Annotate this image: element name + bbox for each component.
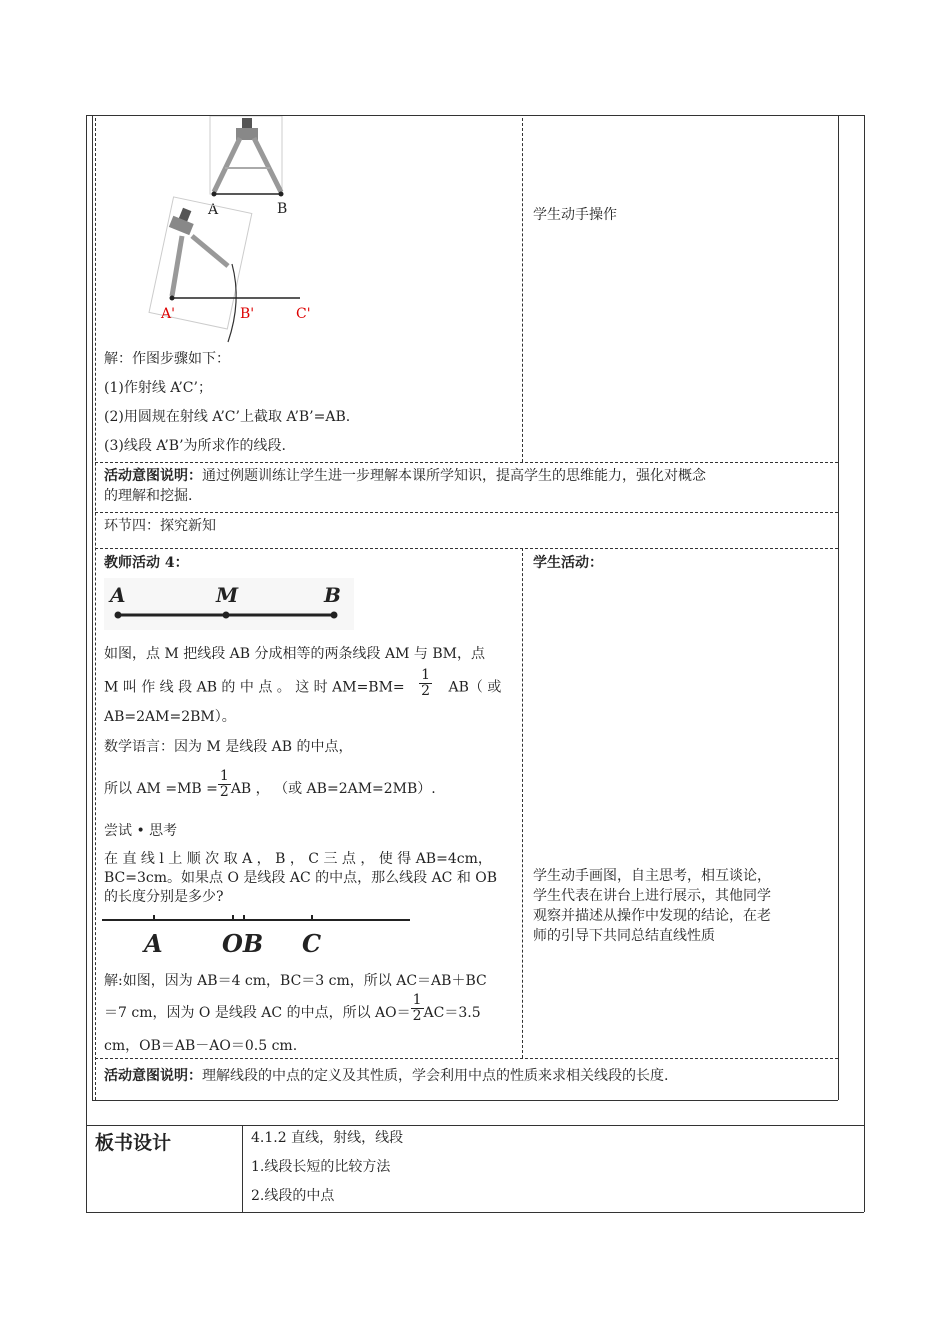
label-line-c: C (302, 929, 322, 958)
fraction-denominator-3: 2 (412, 1007, 422, 1024)
inner-right-border (838, 115, 839, 1100)
board-design-label: 板书设计 (95, 1132, 172, 1154)
row-divider-1 (95, 462, 838, 463)
compass-1-leg-right (254, 138, 281, 192)
try-think-title: 尝试 • 思考 (104, 823, 178, 839)
column-divider-top (522, 118, 523, 462)
intent-text-2: 理解线段的中点的定义及其性质，学会利用中点的性质来求相关线段的长度. (202, 1068, 669, 1084)
label-b-prime: B' (240, 306, 255, 322)
fraction-numerator: 1 (421, 667, 431, 683)
try-think-line-2: BC=3cm。如果点 O 是线段 AC 的中点，那么线段 AC 和 OB (104, 870, 498, 886)
midpoint-def-line-2a: M 叫 作 线 段 AB 的 中 点 。 这 时 AM=BM= (104, 679, 405, 696)
try-solution-line-2b: AC＝3.5 (423, 1005, 481, 1021)
row-divider-3 (95, 548, 838, 549)
dot-b (331, 612, 338, 619)
label-seg-b: B (324, 583, 341, 607)
outer-left-border (86, 115, 87, 1212)
outer-right-border (864, 115, 865, 1212)
compass-2-leg-left (172, 236, 182, 296)
board-divider (242, 1125, 243, 1212)
fraction-denominator-2: 2 (219, 783, 229, 800)
section-four-title: 环节四：探究新知 (104, 518, 216, 534)
student-activity-heading: 学生活动： (533, 555, 603, 571)
student-text-line-3: 观察并描述从操作中发现的结论，在老 (533, 908, 771, 924)
label-seg-a: A (110, 583, 126, 607)
label-line-a: A (144, 929, 163, 958)
try-solution-line-2a: ＝7 cm，因为 O 是线段 AC 的中点，所以 AO＝ (104, 1005, 411, 1021)
label-line-ob: OB (222, 929, 264, 958)
math-language-line-2b: AB ， （或 AB=2AM=2MB）. (230, 781, 436, 797)
label-a: A (208, 202, 219, 218)
point-b (279, 192, 284, 197)
fraction-numerator-3: 1 (412, 991, 422, 1008)
dot-a (115, 612, 122, 619)
student-text-line-1: 学生动手画图，自主思考，相互谈论， (533, 868, 771, 884)
solution-line-4: (3)线段 A’B’为所求作的线段. (104, 438, 286, 454)
try-solution-line-3: cm，OB＝AB－AO＝0.5 cm. (104, 1038, 298, 1054)
label-b: B (277, 201, 288, 217)
compass-construction-figure (100, 116, 330, 346)
compass-1-leg-left (214, 138, 240, 192)
math-language-line-2a: 所以 AM =MB = (104, 781, 218, 797)
board-bottom-border (86, 1212, 864, 1213)
inner-left-dashed (95, 118, 96, 1100)
board-line-2: 1.线段长短的比较方法 (251, 1159, 391, 1175)
point-a-prime (170, 296, 175, 301)
compass-arc (228, 264, 236, 342)
intent-text-1: 通过例题训练让学生进一步理解本课所学知识，提高学生的思维能力，强化对概念 (202, 468, 706, 484)
try-think-line-3: 的长度分别是多少? (104, 889, 224, 905)
fraction-one-half-1 (419, 668, 432, 699)
intent-line-section4 (104, 1066, 668, 1086)
intent-label-2: 活动意图说明： (104, 1068, 202, 1084)
try-solution-line-1: 解:如图，因为 AB＝4 cm，BC＝3 cm，所以 AC＝AB＋BC (104, 973, 487, 989)
compass-2-leg-right (192, 236, 228, 266)
solution-line-1: 解：作图步骤如下： (104, 351, 230, 367)
line-abc-figure (102, 908, 412, 964)
fraction-one-half-3 (411, 993, 424, 1024)
student-text-line-4: 师的引导下共同总结直线性质 (533, 928, 715, 944)
dot-m (223, 612, 230, 619)
board-top-border (86, 1125, 864, 1126)
teacher-activity-heading: 教师活动 4： (104, 555, 189, 571)
midpoint-def-line-1: 如图，点 M 把线段 AB 分成相等的两条线段 AM 与 BM，点 (104, 646, 485, 662)
math-language-line-1: 数学语言：因为 M 是线段 AB 的中点， (104, 739, 353, 755)
student-activity-top: 学生动手操作 (533, 207, 617, 223)
label-a-prime: A' (161, 306, 175, 322)
intent-line-1 (104, 466, 706, 486)
label-c-prime: C' (296, 306, 311, 322)
fraction-numerator-2: 1 (219, 767, 229, 784)
label-seg-m: M (216, 583, 239, 607)
student-text-line-2: 学生代表在讲台上进行展示，其他同学 (533, 888, 771, 904)
fraction-denominator: 2 (421, 683, 431, 699)
fraction-one-half-2 (218, 769, 231, 800)
board-line-3: 2.线段的中点 (251, 1188, 335, 1204)
solution-line-2: (1)作射线 A’C’； (104, 380, 212, 396)
board-line-1: 4.1.2 直线，射线，线段 (251, 1130, 404, 1146)
midpoint-segment-figure (104, 578, 354, 630)
intent-label-1: 活动意图说明： (104, 468, 202, 484)
row-divider-4 (95, 1058, 838, 1059)
try-solution-line-2 (104, 991, 481, 1024)
try-think-line-1: 在 直 线 l 上 顺 次 取 A ， B ， C 三 点 ， 使 得 AB=4cm， (104, 851, 492, 867)
row-divider-2 (95, 512, 838, 513)
midpoint-def-line-2 (104, 667, 502, 699)
midpoint-def-line-3: AB=2AM=2BM）。 (104, 709, 236, 725)
inner-left-solid (92, 115, 93, 1100)
math-language-line-2 (104, 767, 436, 800)
point-a (212, 192, 217, 197)
solution-line-3: (2)用圆规在射线 A’C’上截取 A’B’=AB. (104, 409, 351, 425)
row-divider-5 (92, 1100, 838, 1101)
column-divider-bottom (522, 548, 523, 1058)
intent-line-2: 的理解和挖掘. (104, 488, 193, 504)
midpoint-def-line-2b: AB（ 或 (448, 679, 502, 696)
